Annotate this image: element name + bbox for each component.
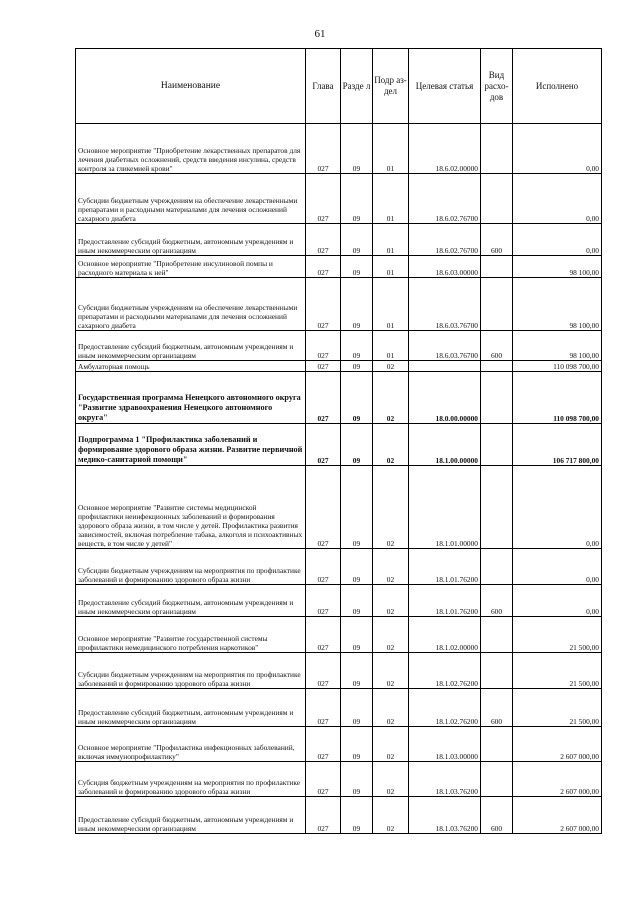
row-subsection-code: 02 [373, 466, 409, 549]
row-target-article: 18.1.03.76200 [409, 797, 481, 834]
row-subsection-code: 01 [373, 224, 409, 256]
row-expense-type [481, 278, 513, 331]
row-subsection-code: 02 [373, 361, 409, 372]
row-subsection-code: 02 [373, 797, 409, 834]
table-row [76, 174, 602, 224]
row-name: Субсидии бюджетным учреждениям на обеспечение лекарственными препаратами и расходными материалами для лечения осложнений сахарного диабета [76, 278, 306, 331]
row-chapter-code: 027 [306, 424, 341, 466]
row-chapter-code: 027 [306, 256, 341, 278]
row-executed-amount: 2 607 000,00 [513, 727, 602, 762]
row-subsection-code: 01 [373, 124, 409, 174]
row-name: Субсидии бюджетным учреждениям на мероприятия по профилактике заболеваний и формированию здорового образа жизни [76, 653, 306, 689]
row-chapter-code: 027 [306, 372, 341, 424]
row-expense-type: 600 [481, 689, 513, 727]
row-name: Предоставление субсидий бюджетным, автономным учреждениям и иным некоммерческим организациям [76, 689, 306, 727]
row-subsection-code: 02 [373, 585, 409, 617]
row-expense-type [481, 549, 513, 585]
budget-execution-table [75, 48, 602, 834]
row-subsection-code: 02 [373, 617, 409, 653]
row-chapter-code: 027 [306, 361, 341, 372]
row-target-article: 18.0.00.00000 [409, 372, 481, 424]
table-row [76, 585, 602, 617]
row-subsection-code: 02 [373, 424, 409, 466]
table-row [76, 653, 602, 689]
row-subsection-code: 02 [373, 689, 409, 727]
row-subsection-code: 02 [373, 372, 409, 424]
row-chapter-code: 027 [306, 653, 341, 689]
row-section-code: 09 [341, 361, 373, 372]
row-executed-amount: 2 607 000,00 [513, 797, 602, 834]
row-chapter-code: 027 [306, 224, 341, 256]
row-executed-amount: 106 717 800,00 [513, 424, 602, 466]
row-name: Основное мероприятие "Развитие системы медицинской профилактики неинфекционных заболеваний и формирования здорового образа жизни, в том числе у детей. Профилактика развития зависимостей, включая потребление табака, алкоголя и психоактивных веществ, в том числе у детей" [76, 466, 306, 549]
row-target-article: 18.1.01.76200 [409, 585, 481, 617]
row-executed-amount: 21 500,00 [513, 617, 602, 653]
row-subsection-code: 01 [373, 174, 409, 224]
row-expense-type: 600 [481, 224, 513, 256]
row-subsection-code: 02 [373, 653, 409, 689]
row-executed-amount: 0,00 [513, 466, 602, 549]
row-target-article: 18.1.00.00000 [409, 424, 481, 466]
row-subsection-code: 02 [373, 549, 409, 585]
table-row [76, 424, 602, 466]
row-target-article: 18.1.02.76200 [409, 689, 481, 727]
row-executed-amount: 21 500,00 [513, 689, 602, 727]
row-expense-type [481, 762, 513, 797]
row-target-article: 18.6.02.00000 [409, 124, 481, 174]
row-section-code: 09 [341, 256, 373, 278]
row-chapter-code: 027 [306, 797, 341, 834]
row-section-code: 09 [341, 727, 373, 762]
table-header-row [76, 49, 602, 124]
row-name: Амбулаторная помощь [76, 361, 306, 372]
row-target-article: 18.1.01.76200 [409, 549, 481, 585]
row-expense-type [481, 174, 513, 224]
row-target-article: 18.1.03.00000 [409, 727, 481, 762]
row-target-article: 18.1.02.00000 [409, 617, 481, 653]
row-target-article: 18.6.03.76700 [409, 331, 481, 361]
row-chapter-code: 027 [306, 689, 341, 727]
row-subsection-code: 01 [373, 256, 409, 278]
row-name: Предоставление субсидий бюджетным, автономным учреждениям и иным некоммерческим организациям [76, 585, 306, 617]
table-row [76, 797, 602, 834]
row-section-code: 09 [341, 224, 373, 256]
row-section-code: 09 [341, 466, 373, 549]
table-row [76, 331, 602, 361]
row-chapter-code: 027 [306, 549, 341, 585]
row-target-article: 18.6.02.76700 [409, 174, 481, 224]
row-executed-amount: 0,00 [513, 549, 602, 585]
row-expense-type: 600 [481, 585, 513, 617]
header-section: Разде л [341, 49, 373, 124]
table-row [76, 361, 602, 372]
table-row [76, 224, 602, 256]
table-row [76, 549, 602, 585]
row-executed-amount: 0,00 [513, 585, 602, 617]
row-section-code: 09 [341, 372, 373, 424]
row-expense-type [481, 466, 513, 549]
row-chapter-code: 027 [306, 174, 341, 224]
row-chapter-code: 027 [306, 331, 341, 361]
row-name: Основное мероприятие "Приобретение инсулиновой помпы и расходного материала к ней" [76, 256, 306, 278]
row-subsection-code: 02 [373, 727, 409, 762]
row-chapter-code: 027 [306, 617, 341, 653]
row-section-code: 09 [341, 762, 373, 797]
row-target-article: 18.1.01.00000 [409, 466, 481, 549]
table-row [76, 466, 602, 549]
row-executed-amount: 98 100,00 [513, 256, 602, 278]
row-section-code: 09 [341, 424, 373, 466]
row-subsection-code: 02 [373, 762, 409, 797]
row-section-code: 09 [341, 278, 373, 331]
row-expense-type [481, 361, 513, 372]
row-expense-type [481, 617, 513, 653]
row-section-code: 09 [341, 549, 373, 585]
table-row [76, 372, 602, 424]
row-executed-amount: 98 100,00 [513, 331, 602, 361]
row-executed-amount: 0,00 [513, 174, 602, 224]
row-target-article [409, 361, 481, 372]
row-subsection-code: 01 [373, 331, 409, 361]
row-expense-type [481, 727, 513, 762]
row-section-code: 09 [341, 124, 373, 174]
row-section-code: 09 [341, 653, 373, 689]
header-subsection: Подр аз-дел [373, 49, 409, 124]
table-row [76, 762, 602, 797]
row-expense-type [481, 653, 513, 689]
row-section-code: 09 [341, 585, 373, 617]
header-executed: Исполнено [513, 49, 602, 124]
row-name: Предоставление субсидий бюджетным, автономным учреждениям и иным некоммерческим организациям [76, 224, 306, 256]
row-executed-amount: 110 098 700,00 [513, 372, 602, 424]
row-expense-type [481, 424, 513, 466]
row-section-code: 09 [341, 174, 373, 224]
header-chapter: Глава [306, 49, 341, 124]
table-row [76, 689, 602, 727]
row-executed-amount: 2 607 000,00 [513, 762, 602, 797]
row-executed-amount: 21 500,00 [513, 653, 602, 689]
row-name: Основное мероприятие "Развитие государственной системы профилактики немедицинского потребления наркотиков" [76, 617, 306, 653]
row-name: Подпрограмма 1 "Профилактика заболеваний и формирование здорового образа жизни. Развитие первичной медико-санитарной помощи" [76, 424, 306, 466]
header-expense-type: Вид расхо- дов [481, 49, 513, 124]
row-chapter-code: 027 [306, 727, 341, 762]
table-row [76, 124, 602, 174]
row-chapter-code: 027 [306, 124, 341, 174]
row-executed-amount: 110 098 700,00 [513, 361, 602, 372]
row-executed-amount: 98 100,00 [513, 278, 602, 331]
page-number: 61 [314, 28, 326, 40]
row-target-article: 18.6.03.76700 [409, 278, 481, 331]
row-target-article: 18.6.03.00000 [409, 256, 481, 278]
row-name: Субсидии бюджетным учреждениям на обеспечение лекарственными препаратами и расходными материалами для лечения осложнений сахарного диабета [76, 174, 306, 224]
row-target-article: 18.1.02.76200 [409, 653, 481, 689]
table-row [76, 256, 602, 278]
row-target-article: 18.6.02.76700 [409, 224, 481, 256]
row-name: Субсидия бюджетным учреждениям на мероприятия по профилактике заболеваний и формированию здорового образа жизни [76, 762, 306, 797]
row-name: Государственная программа Ненецкого автономного округа "Развитие здравоохранения Ненецкого автономного округа" [76, 372, 306, 424]
row-expense-type [481, 372, 513, 424]
row-target-article: 18.1.03.76200 [409, 762, 481, 797]
header-name: Наименование [76, 49, 306, 124]
row-chapter-code: 027 [306, 762, 341, 797]
row-executed-amount: 0,00 [513, 124, 602, 174]
row-expense-type [481, 256, 513, 278]
row-subsection-code: 01 [373, 278, 409, 331]
row-section-code: 09 [341, 617, 373, 653]
row-name: Субсидии бюджетным учреждениям на мероприятия по профилактике заболеваний и формированию здорового образа жизни [76, 549, 306, 585]
table-body [76, 124, 602, 834]
table-row [76, 278, 602, 331]
row-chapter-code: 027 [306, 585, 341, 617]
row-section-code: 09 [341, 331, 373, 361]
row-section-code: 09 [341, 689, 373, 727]
row-name: Предоставление субсидий бюджетным, автономным учреждениям и иным некоммерческим организациям [76, 331, 306, 361]
header-target-article: Целевая статья [409, 49, 481, 124]
table-row [76, 617, 602, 653]
table-row [76, 727, 602, 762]
row-chapter-code: 027 [306, 466, 341, 549]
row-executed-amount: 0,00 [513, 224, 602, 256]
row-name: Основное мероприятие "Профилактика инфекционных заболеваний, включая иммунопрофилактику" [76, 727, 306, 762]
row-name: Основное мероприятие "Приобретение лекарственных препаратов для лечения диабетных осложнений, средств введения инсулина, средств контроля за гликемией крови" [76, 124, 306, 174]
row-expense-type [481, 124, 513, 174]
row-name: Предоставление субсидий бюджетным, автономным учреждениям и иным некоммерческим организациям [76, 797, 306, 834]
row-expense-type: 600 [481, 331, 513, 361]
row-chapter-code: 027 [306, 278, 341, 331]
row-section-code: 09 [341, 797, 373, 834]
row-expense-type: 600 [481, 797, 513, 834]
